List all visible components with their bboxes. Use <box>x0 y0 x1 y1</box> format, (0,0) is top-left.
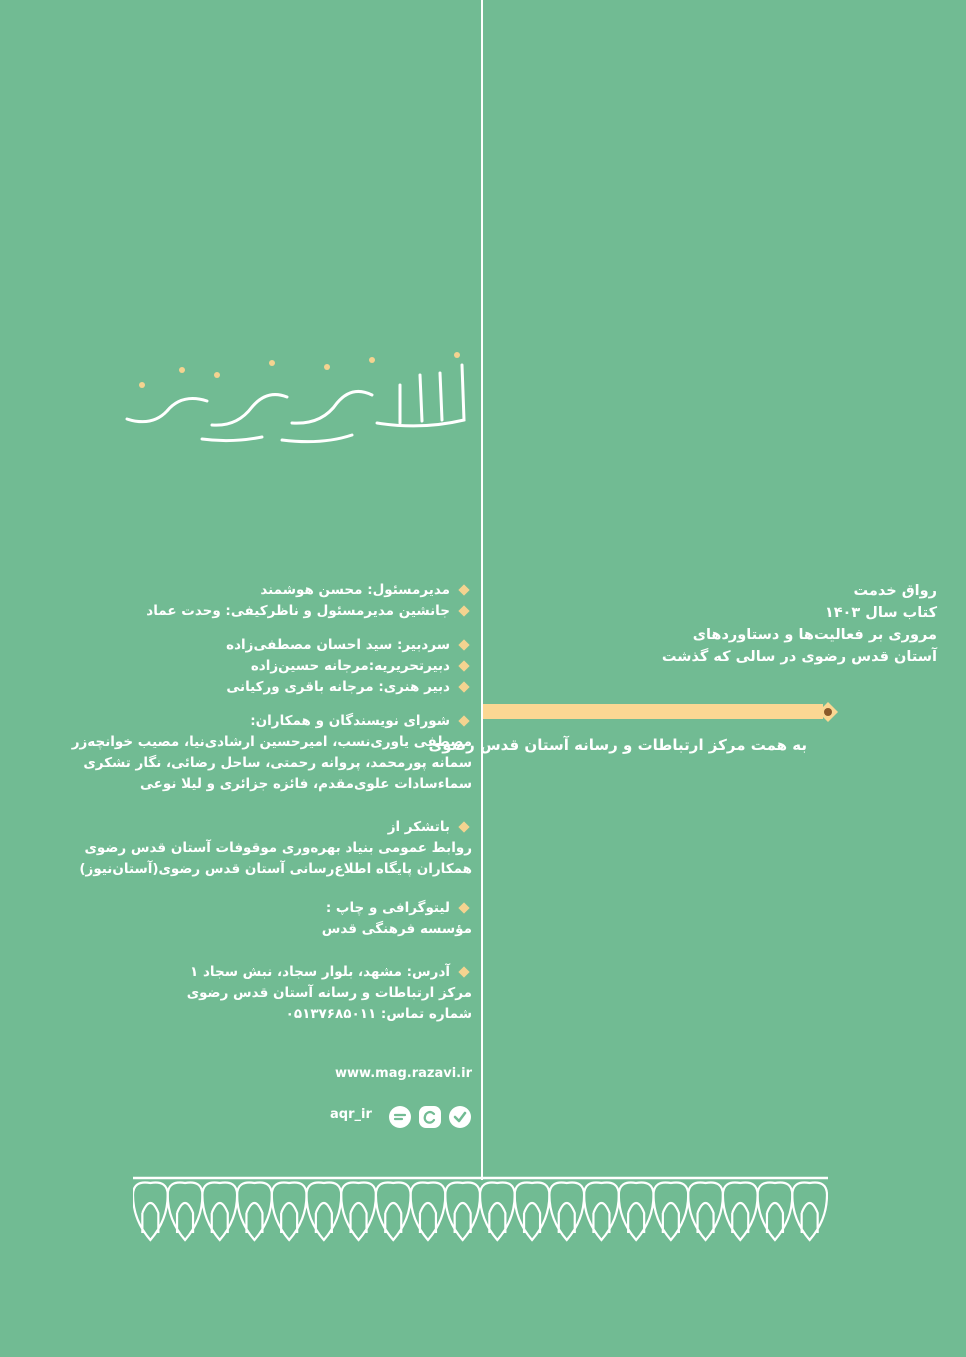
ornament-arch <box>376 1183 411 1241</box>
bullet-icon <box>458 902 469 913</box>
credit-printing-title: لیتوگرافی و چاپ : <box>120 898 472 919</box>
website-link[interactable]: www.mag.razavi.ir <box>335 1066 472 1081</box>
ornament-arch <box>445 1183 480 1241</box>
credit-address: آدرس: مشهد، بلوار سجاد، نبش سجاد ۱ <box>120 962 472 983</box>
bottom-ornament <box>133 1175 828 1250</box>
credit-managing-editor: دبیرتحریریه:مرجانه حسین‌زاده <box>120 656 472 677</box>
ornament-arch <box>723 1183 758 1241</box>
eitaa-icon[interactable] <box>418 1105 442 1129</box>
publication-line-4: آستان قدس رضوی در سالی که گذشت <box>661 649 937 665</box>
ornament-arch <box>133 1183 168 1241</box>
credit-thanks-line-1: روابط عمومی بنیاد بهره‌وری موقوفات آستان قدس رضوی <box>84 840 472 856</box>
publication-info <box>497 580 937 668</box>
credits-group-editors <box>120 635 472 698</box>
ornament-arch <box>688 1183 723 1241</box>
bullet-icon <box>458 584 469 595</box>
credit-address-line-1: مرکز ارتباطات و رسانه آستان قدس رضوی <box>186 985 472 1001</box>
credits-group-thanks <box>79 817 472 880</box>
credit-art-director: دبیر هنری: مرجانه باقری ورکیانی <box>120 677 472 698</box>
soroush-icon[interactable] <box>388 1105 412 1129</box>
credit-writers-line-2: سمانه پورمحمد، پروانه رحمتی، ساحل رضائی، نگار تشکری <box>83 755 472 771</box>
credits-group-address <box>120 962 472 1025</box>
ornament-arch <box>272 1183 307 1241</box>
ornament-arch <box>758 1183 793 1241</box>
credit-writers-line-3: سماء‌سادات علوی‌مقدم، فائزه جزائری و لیلا نوعی <box>139 776 472 792</box>
bale-icon[interactable] <box>448 1105 472 1129</box>
credits-group-printing <box>120 898 472 940</box>
credits-block <box>71 580 472 1038</box>
ornament-arch <box>515 1183 550 1241</box>
bismillah-calligraphy-art <box>122 345 477 455</box>
ornament-arch <box>168 1183 203 1241</box>
publication-line-2: کتاب سال ۱۴۰۳ <box>824 605 937 621</box>
social-links <box>330 1104 472 1130</box>
accent-bar <box>483 704 823 719</box>
bismillah-calligraphy <box>122 345 477 455</box>
bullet-icon <box>458 681 469 692</box>
with-effort-text: به همت مرکز ارتباطات و رسانه آستان قدس رضوی <box>428 736 807 754</box>
credit-printing-line-1: مؤسسه فرهنگی قدس <box>321 921 472 937</box>
ornament-arch <box>307 1183 342 1241</box>
bullet-icon <box>458 660 469 671</box>
bullet-icon <box>458 821 469 832</box>
credits-group-management <box>120 580 472 622</box>
ornament-arch <box>480 1183 515 1241</box>
bullet-icon <box>458 639 469 650</box>
ornament-arch <box>411 1183 446 1241</box>
ornament-arch <box>654 1183 689 1241</box>
ornament-arch <box>549 1183 584 1241</box>
bullet-icon <box>458 715 469 726</box>
bullet-icon <box>458 966 469 977</box>
credit-director: مدیرمسئول: محسن هوشمند <box>120 580 472 601</box>
accent-bar-ornament <box>818 702 838 722</box>
ornament-arch <box>792 1183 827 1241</box>
credit-editor-in-chief: سردبیر: سید احسان مصطفی‌زاده <box>120 635 472 656</box>
publication-line-1: رواق خدمت <box>853 583 937 599</box>
publication-line-3: مروری بر فعالیت‌ها و دستاوردهای <box>692 627 937 643</box>
credit-thanks-title: باتشکر از <box>120 817 472 838</box>
credit-thanks-line-2: همکاران پایگاه اطلاع‌رسانی آستان قدس رضوی(آستان‌نیوز) <box>79 861 472 877</box>
ornament-arch <box>619 1183 654 1241</box>
center-divider <box>481 0 483 1180</box>
ornament-arches <box>133 1183 827 1241</box>
ornament-arch <box>202 1183 237 1241</box>
credit-phone: شماره تماس: ۰۵۱۳۷۶۸۵۰۱۱ <box>285 1006 472 1022</box>
ornament-arch <box>584 1183 619 1241</box>
ornament-arch <box>341 1183 376 1241</box>
bullet-icon <box>458 605 469 616</box>
credits-group-writers <box>71 711 472 795</box>
social-handle[interactable]: aqr_ir <box>330 1107 372 1122</box>
credit-writers-line-1: مصطفی یاوری‌نسب، امیرحسین ارشادی‌نیا، مصیب خوانچه‌زر <box>71 734 472 750</box>
credit-writers-title: شورای نویسندگان و همکاران: <box>120 711 472 732</box>
ornament-arch <box>237 1183 272 1241</box>
credit-deputy-director: جانشین مدیرمسئول و ناظرکیفی: وحدت عماد <box>120 601 472 622</box>
